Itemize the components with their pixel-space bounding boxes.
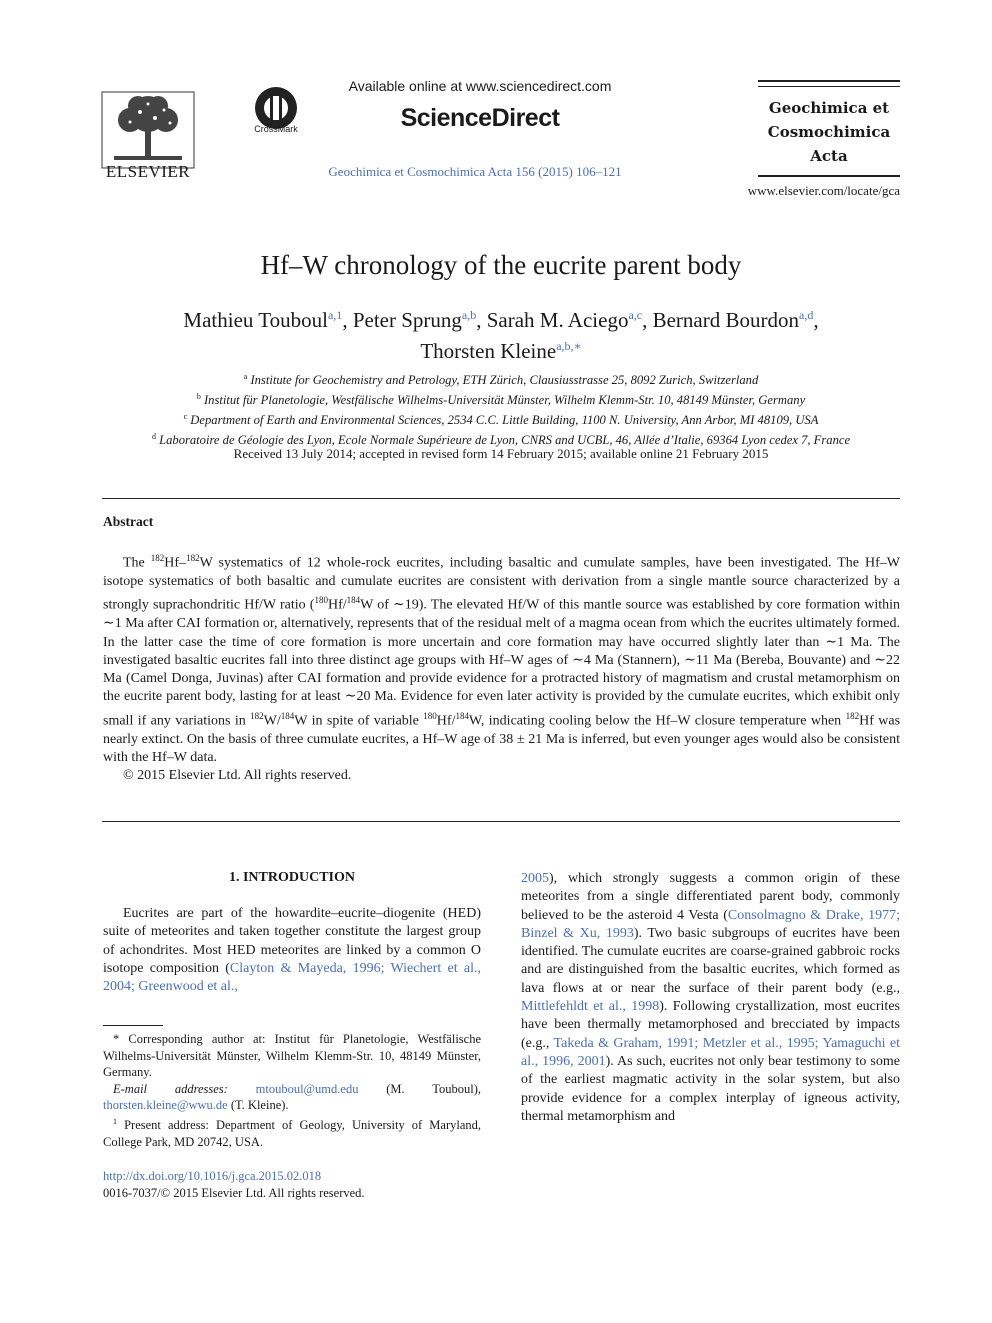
crossmark-label: CrossMark xyxy=(254,124,298,134)
author-name: Peter Sprung xyxy=(352,308,462,332)
introduction-text-continued xyxy=(521,870,900,1126)
affiliation-item xyxy=(100,409,902,429)
isotope-mass: 182 xyxy=(845,710,860,721)
isotope-mass: 182 xyxy=(150,553,165,563)
abstract-text: W of ∼19). The elevated Hf/W of this mantle source was established by core formation within ∼1 Ma after CAI formation or, alternatively, represents that of the residual melt of a magma ocean from which the eucrites ultimately formed. In the latter case the time of core formation is more uncertain and core formation may have occurred slightly later than ∼1 Ma. The investigated basaltic eucrites fall into three distinct age groups with Hf–W ages of ∼4 Ma (Stannern), ∼11 Ma (Bereba, Bouvante) and ∼22 Ma (Camel Donga, Juvinas) after CAI formation and provide evidence for a protracted history of magmatism and crustal metamorphism on the eucrite parent body, lasting for at least ∼20 Ma. Evidence for even later activity is provided by the cumulate eucrites, which exhibit only small if any variations in xyxy=(103,597,900,729)
affiliation-key: a xyxy=(243,372,248,381)
journal-rule-top xyxy=(758,80,900,82)
abstract-text: Hf– xyxy=(164,555,187,571)
author-separator: , xyxy=(342,308,353,332)
isotope-mass: 184 xyxy=(346,595,361,606)
intro-text: ), which strongly suggests a common origin of these meteorites from a single differentiated parent body, commonly believed to be the asteroid 4 Vesta ( xyxy=(521,871,900,923)
author-affil-link[interactable]: a,1 xyxy=(327,308,343,322)
journal-rule-bottom xyxy=(758,175,900,177)
email-owner: (M. Touboul), xyxy=(358,1081,481,1096)
received-dates: Received 13 July 2014; accepted in revised form 14 February 2015; available online 21 February 2015 xyxy=(233,446,769,461)
abstract-text: W systematics of 12 whole-rock eucrites, including basaltic and cumulate samples, have been investigated. The Hf–W isotope systematics of both basaltic and cumulate eucrites are consistent with derivation from a single mantle source characterized by a strongly suprachondritic Hf/W ratio ( xyxy=(103,555,900,613)
isotope-mass: 184 xyxy=(455,710,469,721)
author-separator: , xyxy=(642,308,653,332)
affiliation-text: Institute for Geochemistry and Petrology, ETH Zürich, Clausiusstrasse 25, 8092 Zurich, Switzerland xyxy=(250,373,759,388)
isotope-mass: 184 xyxy=(280,710,295,721)
affiliation-list xyxy=(100,369,902,449)
abstract-text: Hf/ xyxy=(436,713,456,729)
abstract-text: W in spite of variable xyxy=(294,713,424,729)
author-affil-link[interactable]: a,b,∗ xyxy=(556,339,582,353)
citation-link[interactable]: Mittlefehldt et al., 1998 xyxy=(521,999,660,1015)
sciencedirect-brand: ScienceDirect xyxy=(400,104,560,132)
footnote-corresponding xyxy=(103,1031,481,1081)
isotope-mass: 182 xyxy=(250,710,264,721)
footnotes xyxy=(103,1031,481,1150)
affiliation-text: Laboratoire de Géologie des Lyon, Ecole Normale Supérieure de Lyon, CNRS and UCBL, 46, Allée d’Italie, 69364 Lyon cedex 7, France xyxy=(159,433,851,448)
affiliation-item xyxy=(100,389,902,409)
journal-name xyxy=(750,96,908,168)
abstract-body xyxy=(103,549,900,786)
journal-name-line: Acta xyxy=(810,147,848,165)
footnote-rule xyxy=(103,1025,163,1026)
available-online-text: Available online at www.sciencedirect.com xyxy=(348,78,612,94)
footer-info xyxy=(103,1168,365,1201)
isotope-mass: 180 xyxy=(423,710,437,721)
intro-text: ). Following crystallization, most eucrites have been thermally metamorphosed and brecciated by impacts (e.g., xyxy=(521,999,900,1051)
abstract-copyright: © 2015 Elsevier Ltd. All rights reserved. xyxy=(123,768,352,784)
author-name: Sarah M. Aciego xyxy=(486,308,629,332)
abstract-heading: Abstract xyxy=(103,514,154,529)
author-affil-link[interactable]: a,b xyxy=(461,308,477,322)
journal-citation-link[interactable]: Geochimica et Cosmochimica Acta 156 (2015) 106–121 xyxy=(328,164,622,179)
author-separator: , xyxy=(476,308,487,332)
affiliation-text: Institut für Planetologie, Westfälische Wilhelms-Universität Münster, Wilhelm Klemm-Str. 10, 48149 Münster, Germany xyxy=(203,393,806,408)
author-name: Mathieu Touboul xyxy=(183,308,328,332)
publisher-name: ELSEVIER xyxy=(105,162,191,181)
affiliation-item xyxy=(100,369,902,389)
abstract-rule-top xyxy=(102,498,900,499)
footnote-present-address xyxy=(103,1114,481,1150)
author-affil-link[interactable]: a,d xyxy=(799,308,814,322)
affiliation-text: Department of Earth and Environmental Sciences, 2534 C.C. Little Building, 1100 N. University, Ann Arbor, MI 48109, USA xyxy=(190,413,819,428)
email-label: E-mail addresses: xyxy=(113,1081,228,1096)
abstract-text: Hf was nearly extinct. On the basis of three cumulate eucrites, a Hf–W age of 38 ± 21 Ma is inferred, but even younger ages would also be consistent with the Hf–W data. xyxy=(103,713,901,765)
journal-rule-top-thin xyxy=(758,86,900,87)
intro-text: ). As such, eucrites not only bear testimony to some of the earliest magmatic activity in the solar system, but also provide evidence for a complex interplay of igneous activity, thermal metamorphism and xyxy=(521,1053,900,1124)
author-name: Thorsten Kleine xyxy=(420,339,557,363)
affiliation-key: b xyxy=(196,391,201,401)
affiliation-key: c xyxy=(183,411,188,421)
author-name: Bernard Bourdon xyxy=(652,308,799,332)
article-title: Hf–W chronology of the eucrite parent body xyxy=(260,250,742,280)
footnote-mark: 1 xyxy=(113,1116,117,1126)
journal-url-link[interactable]: www.elsevier.com/locate/gca xyxy=(747,183,900,198)
email-owner: (T. Kleine). xyxy=(227,1098,289,1113)
footnote-text: Present address: Department of Geology, University of Maryland, College Park, MD 20742, USA. xyxy=(103,1118,481,1149)
abstract-text: Hf/ xyxy=(327,597,347,613)
abstract-text: W/ xyxy=(263,713,281,729)
isotope-mass: 182 xyxy=(186,553,200,563)
email-link[interactable]: thorsten.kleine@wwu.de xyxy=(103,1098,228,1113)
author-affil-link[interactable]: a,c xyxy=(628,308,643,322)
footnote-emails xyxy=(103,1081,481,1114)
abstract-text: The xyxy=(123,555,151,571)
citation-link[interactable]: 2005 xyxy=(521,871,549,886)
author-list xyxy=(100,302,902,364)
introduction-text xyxy=(103,905,481,996)
intro-text: Eucrites are part of the howardite–eucrite–diogenite (HED) suite of meteorites and taken together constitute the largest group of achondrites. Most HED meteorites are linked by a common O isotope composition ( xyxy=(103,906,481,976)
journal-name-line: Geochimica et xyxy=(768,99,890,117)
section-heading-introduction: 1. INTRODUCTION xyxy=(228,870,355,885)
citation-link[interactable]: Consolmagno & Drake, 1977; Binzel & Xu, 1993 xyxy=(521,907,900,941)
citation-link[interactable]: Takeda & Graham, 1991; Metzler et al., 1995; Yamaguchi et al., 1996, 2001 xyxy=(521,1035,901,1069)
doi-link[interactable]: http://dx.doi.org/10.1016/j.gca.2015.02.018 xyxy=(103,1169,322,1183)
affiliation-key: d xyxy=(151,431,156,441)
abstract-paragraph xyxy=(103,549,900,767)
email-link[interactable]: mtouboul@umd.edu xyxy=(255,1081,359,1096)
citation-link[interactable]: Clayton & Mayeda, 1996; Wiechert et al., 2004; Greenwood et al., xyxy=(103,960,482,995)
abstract-text: W, indicating cooling below the Hf–W closure temperature when xyxy=(468,713,846,729)
abstract-rule-bottom xyxy=(102,821,900,822)
author-separator: , xyxy=(813,308,819,332)
footnote-text: Corresponding author at: Institut für Planetologie, Westfälische Wilhelms-Universität Münster, Wilhelm Klemm-Str. 10, 48149 Münster, Germany. xyxy=(103,1032,481,1080)
isotope-mass: 180 xyxy=(314,595,328,606)
issn-copyright: 0016-7037/© 2015 Elsevier Ltd. All rights reserved. xyxy=(103,1185,365,1200)
intro-paragraph xyxy=(103,905,481,996)
footnote-mark: * xyxy=(113,1032,120,1046)
intro-paragraph-continued xyxy=(521,870,900,1126)
journal-name-line: Cosmochimica xyxy=(767,123,891,141)
intro-text: ). Two basic subgroups of eucrites have been identified. The cumulate eucrites are coarse-grained gabbroic rocks and are distinguished from the basaltic eucrites, which formed as lava flows at or near the surface of their parent body (e.g., xyxy=(521,925,900,996)
